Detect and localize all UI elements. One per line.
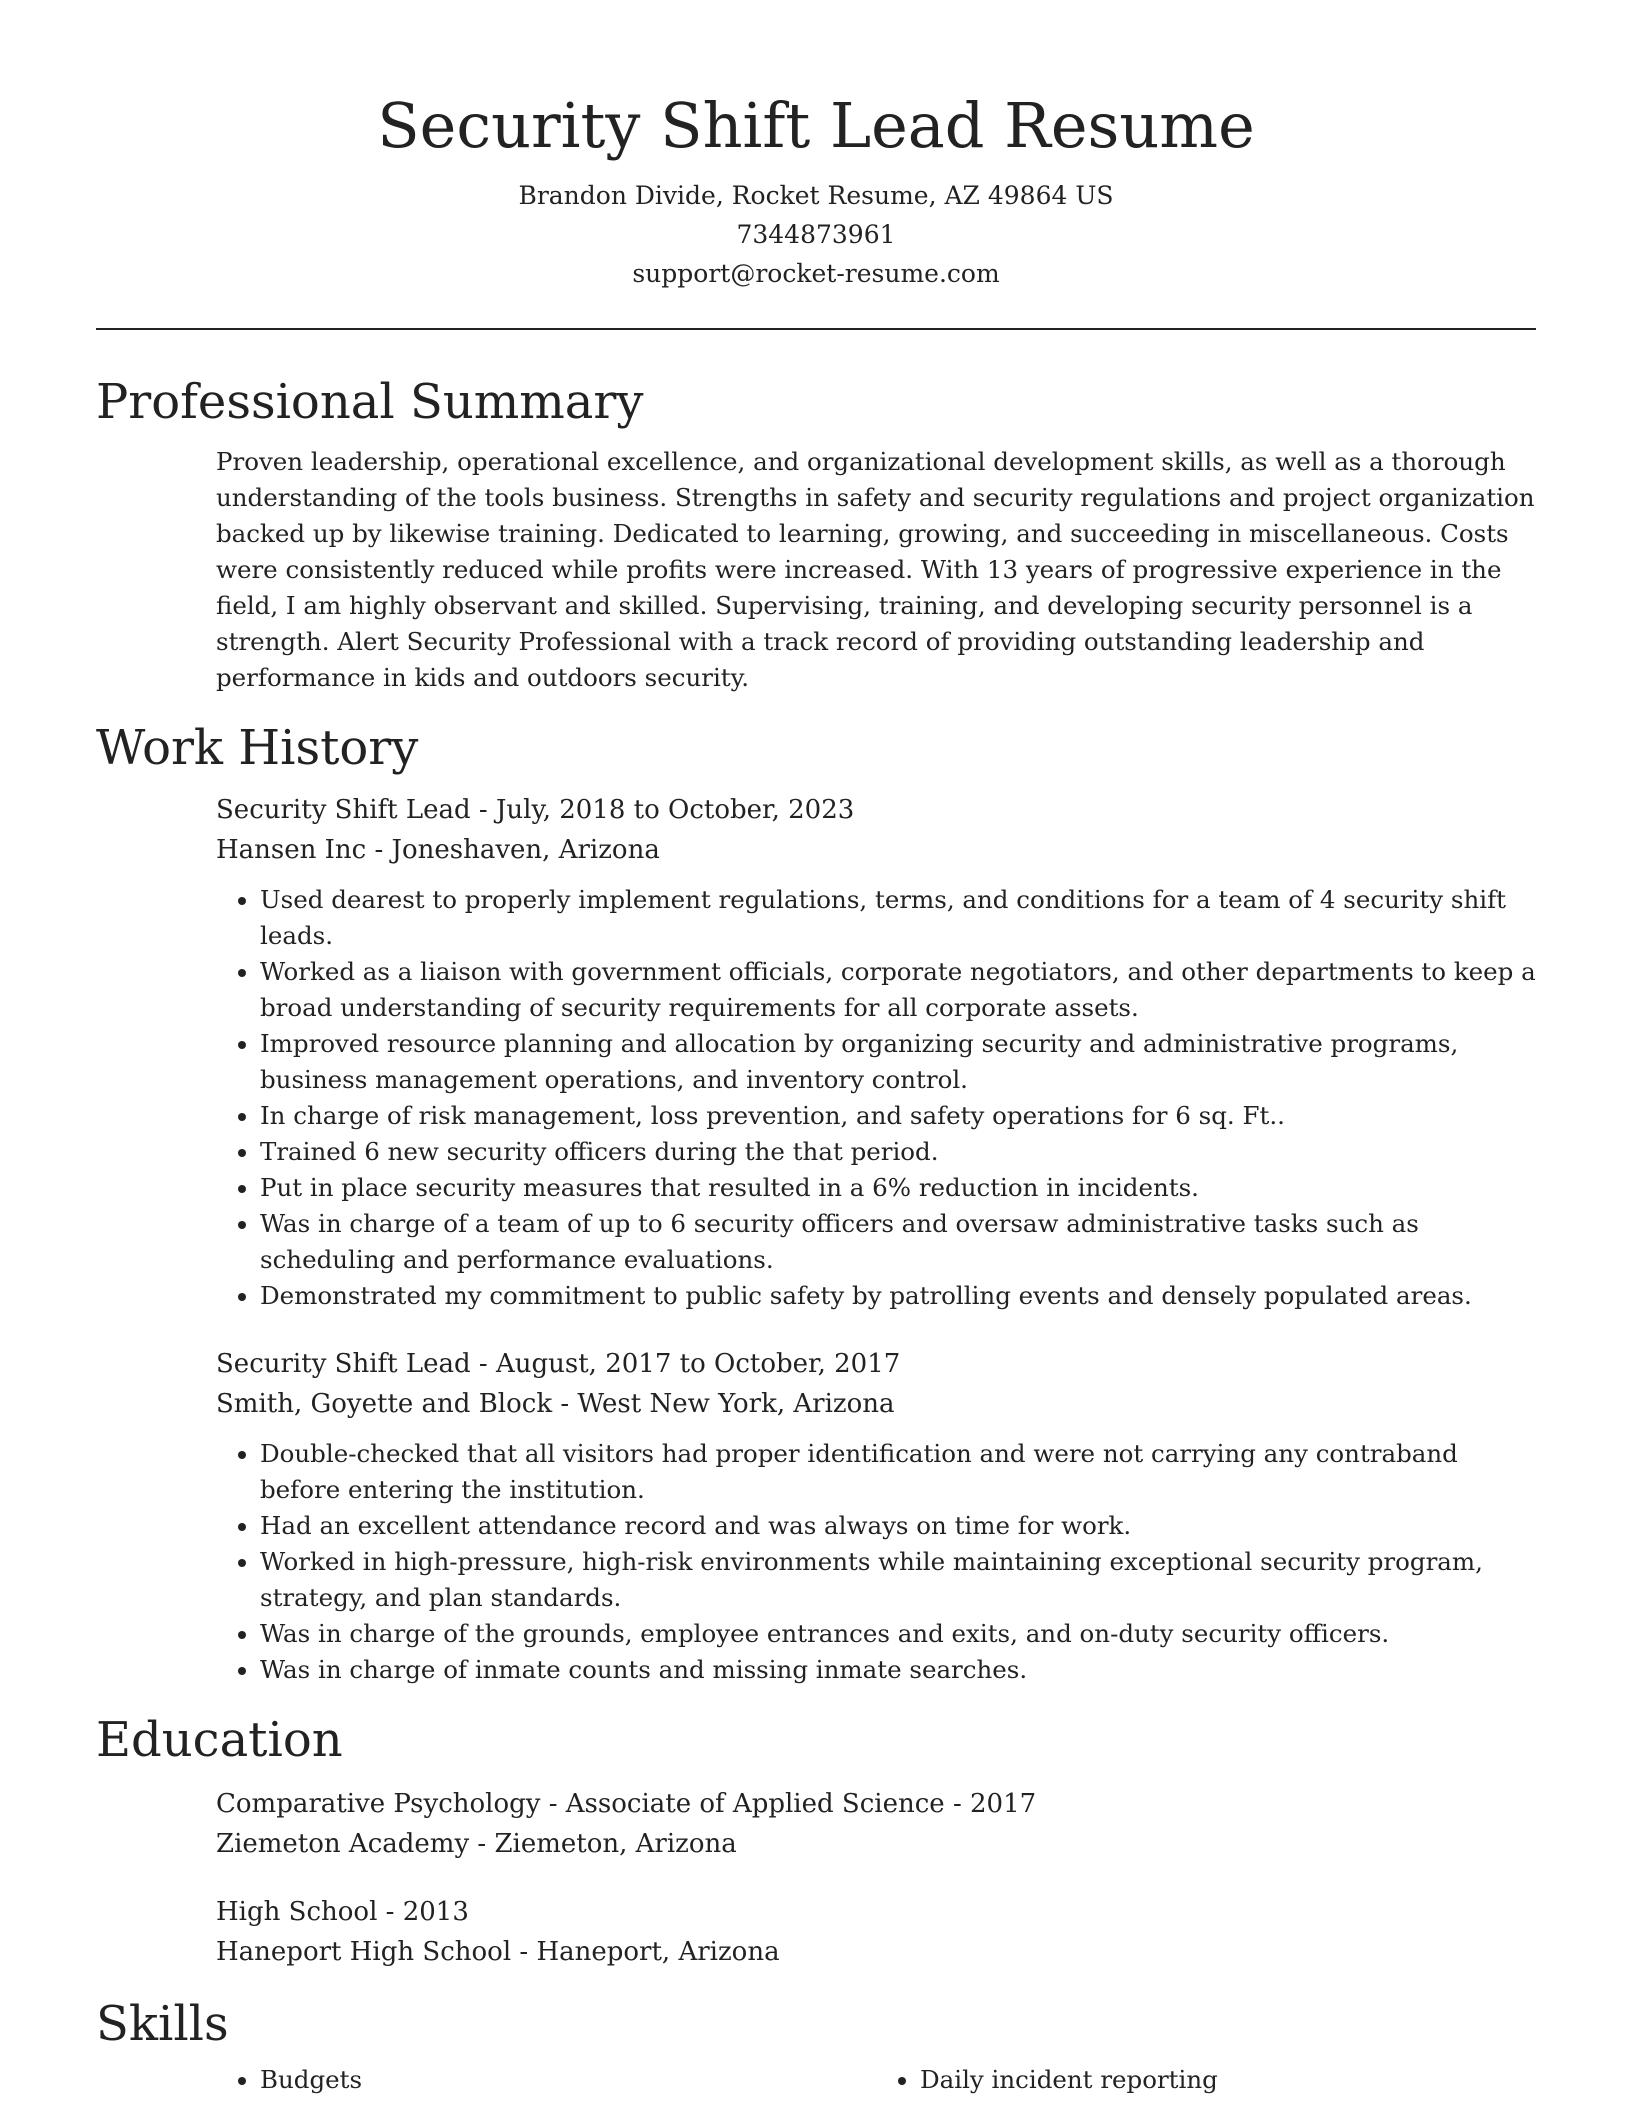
header-divider xyxy=(96,328,1536,330)
job-bullet: • Had an excellent attendance record and was always on time for work. xyxy=(260,1508,1536,1544)
resume-page xyxy=(96,0,1536,2098)
job-bullet: • Was in charge of the grounds, employee entrances and exits, and on-duty security officers. xyxy=(260,1616,1536,1652)
resume-header xyxy=(96,0,1536,293)
job-bullet: • Trained 6 new security officers during the that period. xyxy=(260,1134,1536,1170)
skills-columns xyxy=(216,2056,1536,2098)
work-history-heading: Work History xyxy=(96,720,419,776)
job-bullet: • In charge of risk management, loss prevention, and safety operations for 6 sq. Ft.. xyxy=(260,1098,1536,1134)
contact-email: support@rocket-resume.com xyxy=(632,259,1000,288)
job-bullet: • Worked in high-pressure, high-risk environments while maintaining exceptional security program, strategy, and plan standards. xyxy=(260,1544,1536,1616)
summary-heading: Professional Summary xyxy=(96,374,644,430)
contact-block xyxy=(96,176,1536,293)
job-entry xyxy=(216,790,1536,1314)
resume-title: Security Shift Lead Resume xyxy=(377,89,1255,162)
skill-item: • Daily incident reporting xyxy=(920,2062,1536,2098)
skills-heading: Skills xyxy=(96,1996,229,2052)
education-school-line: Ziemeton Academy - Ziemeton, Arizona xyxy=(216,1829,737,1859)
job-title-line: Security Shift Lead - August, 2017 to October, 2017 xyxy=(216,1349,901,1379)
education-degree-line: High School - 2013 xyxy=(216,1897,469,1927)
skill-item: • Budgets xyxy=(260,2062,876,2098)
skills-section xyxy=(96,1992,1536,2098)
education-entry xyxy=(216,1892,1536,1972)
education-entry xyxy=(216,1784,1536,1864)
education-section xyxy=(96,1708,1536,1972)
summary-section xyxy=(96,370,1536,696)
skills-list-right xyxy=(876,2062,1536,2098)
contact-address: Brandon Divide, Rocket Resume, AZ 49864 US xyxy=(518,181,1114,210)
job-bullet: • Double-checked that all visitors had proper identification and were not carrying any contraband before entering the institution. xyxy=(260,1436,1536,1508)
job-company-line: Smith, Goyette and Block - West New York, Arizona xyxy=(216,1389,895,1419)
job-bullets xyxy=(216,882,1536,1314)
work-history-section xyxy=(96,716,1536,1688)
job-bullets xyxy=(216,1436,1536,1688)
job-bullet: • Put in place security measures that resulted in a 6% reduction in incidents. xyxy=(260,1170,1536,1206)
job-bullet: • Demonstrated my commitment to public safety by patrolling events and densely populated areas. xyxy=(260,1278,1536,1314)
job-bullet: • Improved resource planning and allocation by organizing security and administrative programs, business management operations, and inventory control. xyxy=(260,1026,1536,1098)
education-degree-line: Comparative Psychology - Associate of Applied Science - 2017 xyxy=(216,1789,1037,1819)
education-school-line: Haneport High School - Haneport, Arizona xyxy=(216,1937,780,1967)
education-heading: Education xyxy=(96,1712,343,1768)
skills-list-left xyxy=(216,2062,876,2098)
job-title-line: Security Shift Lead - July, 2018 to October, 2023 xyxy=(216,795,855,825)
job-bullet: • Was in charge of inmate counts and missing inmate searches. xyxy=(260,1652,1536,1688)
contact-phone: 7344873961 xyxy=(736,220,896,249)
job-bullet: • Used dearest to properly implement regulations, terms, and conditions for a team of 4 security shift leads. xyxy=(260,882,1536,954)
job-company-line: Hansen Inc - Joneshaven, Arizona xyxy=(216,835,660,865)
summary-text: Proven leadership, operational excellence, and organizational development skills, as well as a thorough understanding of the tools business. Strengths in safety and security regulations and project organization backed up by likewise training. Dedicated to learning, growing, and succeeding in miscellaneous. Costs were consistently reduced while profits were increased. With 13 years of progressive experience in the field, I am highly observant and skilled. Supervising, training, and developing security personnel is a strength. Alert Security Professional with a track record of providing outstanding leadership and performance in kids and outdoors security. xyxy=(216,447,1535,692)
job-entry xyxy=(216,1344,1536,1688)
job-bullet: • Was in charge of a team of up to 6 security officers and oversaw administrative tasks such as scheduling and performance evaluations. xyxy=(260,1206,1536,1278)
job-bullet: • Worked as a liaison with government officials, corporate negotiators, and other departments to keep a broad understanding of security requirements for all corporate assets. xyxy=(260,954,1536,1026)
